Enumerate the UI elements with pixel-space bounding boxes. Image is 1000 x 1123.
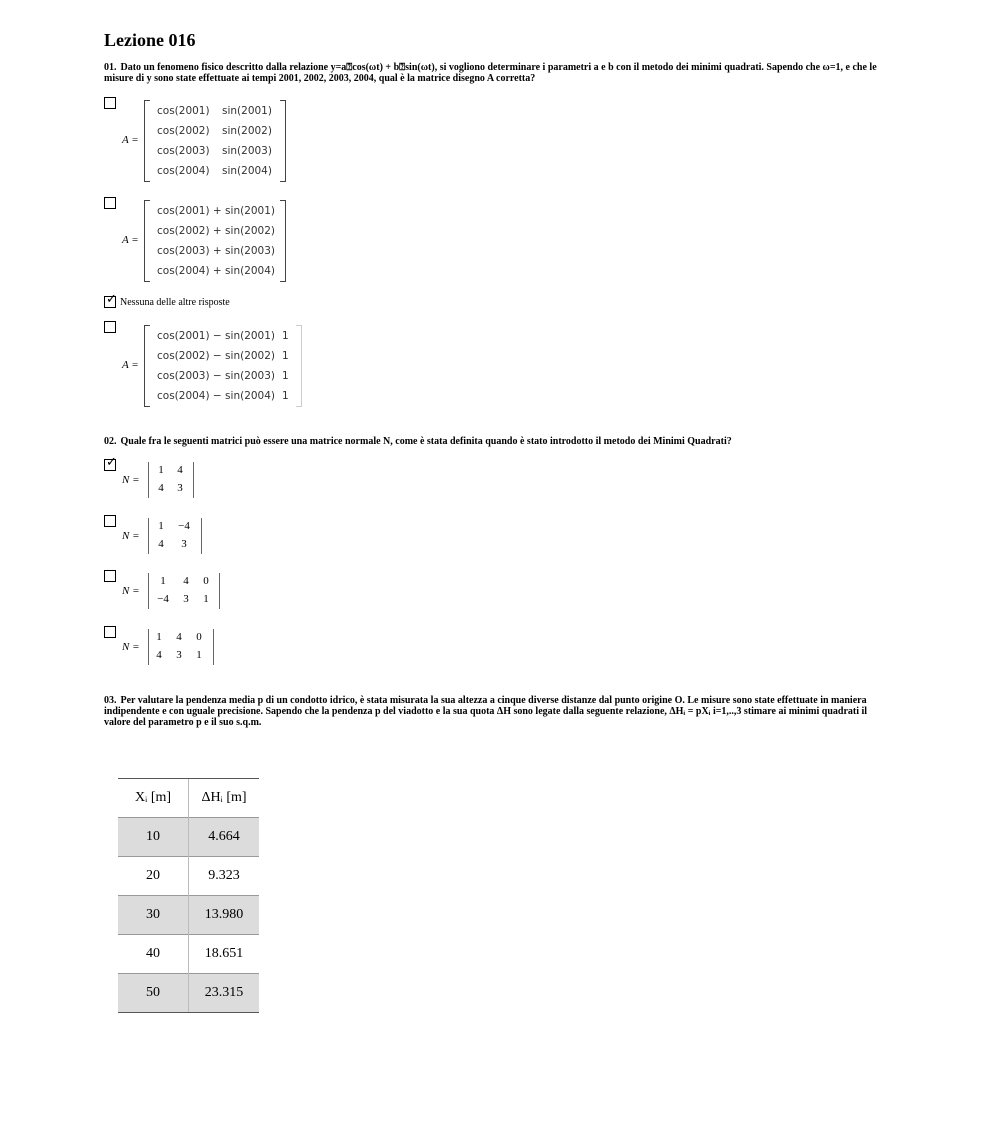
matrix-cell: cos(2003) bbox=[157, 145, 210, 157]
q2-option-1-checkbox[interactable] bbox=[104, 455, 117, 471]
matrix-cell: 4 bbox=[177, 464, 183, 476]
table-cell: 23.315 bbox=[189, 974, 260, 1013]
table-header-x: Xᵢ [m] bbox=[118, 779, 189, 818]
question-2-body: Quale fra le seguenti matrici può essere una matrice normale N, come è stata definita quando è stato introdotto il metodo dei Minimi Quadrati? bbox=[120, 436, 732, 447]
matrix-cell: 1 bbox=[282, 390, 289, 402]
matrix-cell: cos(2003) + sin(2003) bbox=[157, 245, 276, 257]
table-cell: 9.323 bbox=[189, 857, 260, 896]
question-1-text bbox=[104, 62, 894, 84]
q1-option-4-checkbox[interactable] bbox=[104, 321, 116, 333]
table-row bbox=[118, 857, 259, 896]
matrix-cell: 1 bbox=[156, 631, 162, 643]
table-cell: 4.664 bbox=[189, 818, 260, 857]
q1-option-3-text: Nessuna delle altre risposte bbox=[120, 297, 230, 308]
table-row bbox=[118, 818, 259, 857]
q2-option-2-checkbox[interactable] bbox=[104, 515, 116, 527]
matrix-cell: cos(2001) + sin(2001) bbox=[157, 205, 276, 217]
q1-option-2-checkbox[interactable] bbox=[104, 197, 116, 209]
matrix-cell: −4 bbox=[178, 520, 190, 532]
q2-option-3-matrix bbox=[148, 573, 220, 609]
matrix-cell: 4 bbox=[176, 631, 182, 643]
measurements-table bbox=[118, 778, 259, 1013]
matrix-cell: 0 bbox=[196, 631, 202, 643]
matrix-cell: 3 bbox=[176, 649, 182, 661]
q2-option-4-matrix bbox=[148, 629, 214, 665]
table-row bbox=[118, 935, 259, 974]
matrix-cell: cos(2002) bbox=[157, 125, 210, 137]
matrix-cell: 1 bbox=[282, 350, 289, 362]
matrix-cell: 4 bbox=[156, 649, 162, 661]
matrix-cell: sin(2002) bbox=[222, 125, 272, 137]
table-cell: 20 bbox=[118, 857, 189, 896]
question-2-text bbox=[104, 436, 894, 447]
q1-option-2-matrix bbox=[144, 200, 286, 282]
matrix-cell: cos(2004) − sin(2004) bbox=[157, 390, 276, 402]
matrix-cell: sin(2004) bbox=[222, 165, 272, 177]
table-cell: 10 bbox=[118, 818, 189, 857]
table-header-dh: ΔHᵢ [m] bbox=[189, 779, 260, 818]
matrix-cell: 3 bbox=[177, 482, 183, 494]
table-cell: 13.980 bbox=[189, 896, 260, 935]
table-cell: 40 bbox=[118, 935, 189, 974]
question-3-number: 03. bbox=[104, 695, 117, 706]
q1-option-1-label: A = bbox=[122, 134, 139, 146]
matrix-cell: 1 bbox=[203, 593, 209, 605]
matrix-cell: 1 bbox=[158, 520, 164, 532]
matrix-cell: sin(2001) bbox=[222, 105, 272, 117]
q2-option-3-label: N = bbox=[122, 585, 140, 597]
matrix-cell: 1 bbox=[160, 575, 166, 587]
matrix-cell: 1 bbox=[158, 464, 164, 476]
question-2-number: 02. bbox=[104, 436, 117, 447]
q2-option-4-label: N = bbox=[122, 641, 140, 653]
table-row bbox=[118, 896, 259, 935]
question-1-number: 01. bbox=[104, 62, 117, 73]
matrix-cell: cos(2001) − sin(2001) bbox=[157, 330, 276, 342]
matrix-cell: 3 bbox=[181, 538, 187, 550]
matrix-cell: sin(2003) bbox=[222, 145, 272, 157]
matrix-cell: 4 bbox=[158, 538, 164, 550]
q2-option-2-label: N = bbox=[122, 530, 140, 542]
checkmark-icon: ✓ bbox=[106, 292, 117, 307]
table-cell: 18.651 bbox=[189, 935, 260, 974]
q1-option-1-matrix bbox=[144, 100, 286, 182]
q2-option-3-checkbox[interactable] bbox=[104, 570, 116, 582]
table-cell: 30 bbox=[118, 896, 189, 935]
q2-option-1-matrix bbox=[148, 462, 194, 498]
matrix-cell: 1 bbox=[196, 649, 202, 661]
matrix-cell: 1 bbox=[282, 370, 289, 382]
question-1-body: Dato un fenomeno fisico descritto dalla relazione y=a⍰cos(ωt) + b⍰sin(ωt), si vogliono determinare i parametri a e b con il metodo dei minimi quadrati. Sapendo che ω=1, e che le misure di y sono state effettuate ai tempi 2001, 2002, 2003, 2004, qual è la matrice disegno A corretta? bbox=[104, 62, 877, 84]
q1-option-4-label: A = bbox=[122, 359, 139, 371]
q2-option-2-matrix bbox=[148, 518, 202, 554]
question-3-body: Per valutare la pendenza media p di un condotto idrico, è stata misurata la sua altezza a cinque diverse distanze dal punto origine O. Le misure sono state effettuate in maniera indipendente e con uguale precisione. Sapendo che la pendenza p del viadotto e la sua quota ΔH sono legate dalla seguente relazione, ΔHᵢ = pXᵢ i=1,..,3 stimare ai minimi quadrati il valore del parametro p e il suo s.q.m. bbox=[104, 695, 868, 728]
matrix-cell: 4 bbox=[183, 575, 189, 587]
table-cell: 50 bbox=[118, 974, 189, 1013]
checkmark-icon: ✓ bbox=[106, 455, 117, 470]
q1-option-3-checkbox[interactable] bbox=[104, 292, 117, 308]
matrix-cell: cos(2001) bbox=[157, 105, 210, 117]
table-row bbox=[118, 974, 259, 1013]
matrix-cell: cos(2004) bbox=[157, 165, 210, 177]
matrix-cell: 4 bbox=[158, 482, 164, 494]
q2-option-4-checkbox[interactable] bbox=[104, 626, 116, 638]
matrix-cell: 1 bbox=[282, 330, 289, 342]
matrix-cell: 3 bbox=[183, 593, 189, 605]
matrix-cell: 0 bbox=[203, 575, 209, 587]
matrix-cell: cos(2004) + sin(2004) bbox=[157, 265, 276, 277]
question-3-text bbox=[104, 695, 894, 728]
table-header-row bbox=[118, 779, 259, 818]
matrix-cell: cos(2003) − sin(2003) bbox=[157, 370, 276, 382]
q1-option-1-checkbox[interactable] bbox=[104, 97, 116, 109]
q1-option-4-matrix bbox=[144, 325, 302, 407]
matrix-cell: −4 bbox=[157, 593, 169, 605]
matrix-cell: cos(2002) − sin(2002) bbox=[157, 350, 276, 362]
matrix-cell: cos(2002) + sin(2002) bbox=[157, 225, 276, 237]
lesson-title: Lezione 016 bbox=[104, 30, 196, 50]
q2-option-1-label: N = bbox=[122, 474, 140, 486]
q1-option-2-label: A = bbox=[122, 234, 139, 246]
